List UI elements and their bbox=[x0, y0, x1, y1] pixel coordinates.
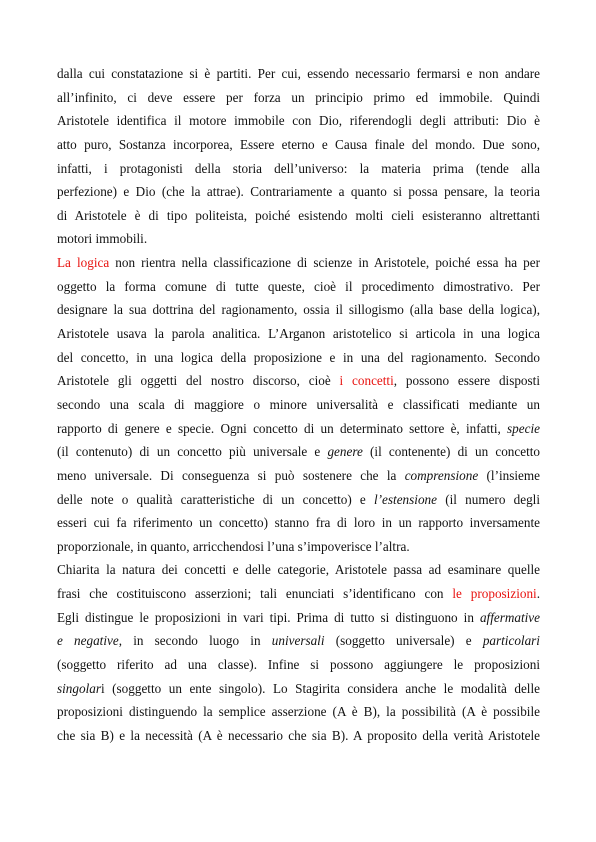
text-line bbox=[57, 417, 540, 441]
text-line bbox=[57, 700, 540, 724]
text-segment: Aristotele usava la parola analitica. L’Arganon aristotelico si articola in una logica bbox=[57, 326, 540, 342]
text-line bbox=[57, 204, 540, 228]
text-line bbox=[57, 653, 540, 677]
text-segment: all’infinito, ci deve essere per forza un principio primo ed immobile. Quindi bbox=[57, 89, 540, 105]
text-line bbox=[57, 322, 540, 346]
text-segment: secondo una scala di maggiore o minore universalità e classificati mediante un bbox=[57, 396, 540, 412]
text-line bbox=[57, 606, 540, 630]
text-line bbox=[57, 62, 540, 86]
text-segment: i (soggetto un ente singolo). Lo Stagirita considera anche le modalità delle bbox=[100, 680, 540, 696]
text-segment: motori immobili. bbox=[57, 231, 148, 247]
text-line bbox=[57, 180, 540, 204]
text-line bbox=[57, 535, 540, 559]
text-segment: . bbox=[536, 586, 541, 602]
text-line bbox=[57, 298, 540, 322]
text-line bbox=[57, 369, 540, 393]
text-segment: , possono essere disposti bbox=[393, 373, 540, 389]
text-line bbox=[57, 582, 540, 606]
text-line bbox=[57, 346, 540, 370]
italic-term: l’estensione bbox=[374, 491, 437, 507]
text-segment: atto puro, Sostanza incorporea, Essere eterno e Causa finale del mondo. Due sono, bbox=[57, 136, 540, 152]
text-segment: rapporto di genere e specie. Ogni concetto di un determinato settore è, infatti, bbox=[57, 420, 508, 436]
text-line bbox=[57, 440, 540, 464]
text-segment: oggetto la forma comune di tutte queste, cioè il procedimento dimostrativo. Per bbox=[57, 278, 540, 294]
italic-term: e negative bbox=[57, 633, 119, 649]
text-segment: Aristotele gli oggetti del nostro discorso, cioè bbox=[57, 373, 340, 389]
text-line bbox=[57, 629, 540, 653]
text-segment: infatti, i protagonisti della storia dell’universo: la materia prima (tende alla bbox=[57, 160, 540, 176]
text-line bbox=[57, 488, 540, 512]
text-line bbox=[57, 511, 540, 535]
text-segment: (soggetto universale) e bbox=[324, 633, 483, 649]
text-segment: esseri cui fa riferimento un concetto) stanno fra di loro in un rapporto inversamente bbox=[57, 515, 540, 531]
italic-term: comprensione bbox=[404, 467, 479, 483]
text-segment: perfezione) e Dio (che la attrae). Contrariamente a quanto si possa pensare, la teoria bbox=[57, 184, 540, 200]
text-line bbox=[57, 251, 540, 275]
text-segment: (il contenente) di un concetto bbox=[362, 444, 541, 460]
highlighted-term: La logica bbox=[57, 255, 110, 271]
italic-term: particolari bbox=[482, 633, 540, 649]
italic-term: genere bbox=[327, 444, 363, 460]
text-segment: frasi che costituiscono asserzioni; tali enunciati s’identificano con bbox=[57, 586, 453, 602]
italic-term: affermative bbox=[479, 609, 540, 625]
text-line bbox=[57, 157, 540, 181]
text-line bbox=[57, 275, 540, 299]
highlighted-term: le proposizioni bbox=[452, 586, 537, 602]
text-line bbox=[57, 393, 540, 417]
text-line bbox=[57, 677, 540, 701]
text-segment: proporzionale, in quanto, arricchendosi l’una s’impoverisce l’altra. bbox=[57, 538, 410, 554]
text-segment: (l’insieme bbox=[478, 467, 540, 483]
highlighted-term: i concetti bbox=[339, 373, 394, 389]
text-segment: delle note o qualità caratteristiche di un concetto) e bbox=[57, 491, 374, 507]
text-segment: (soggetto riferito ad una classe). Infine si possono aggiungere le proposizioni bbox=[57, 657, 540, 673]
document-page bbox=[57, 62, 540, 748]
italic-term: universali bbox=[271, 633, 325, 649]
text-line bbox=[57, 558, 540, 582]
text-line bbox=[57, 133, 540, 157]
text-line bbox=[57, 86, 540, 110]
text-segment: , in secondo luogo in bbox=[118, 633, 272, 649]
text-segment: dalla cui constatazione si è partiti. Per cui, essendo necessario fermarsi e non andare bbox=[57, 66, 540, 81]
text-segment: di Aristotele è di tipo politeista, poiché esistendo molti cieli esisteranno altrettanti bbox=[57, 207, 540, 223]
text-segment: Aristotele identifica il motore immobile con Dio, riferendogli degli attributi: Dio è bbox=[57, 113, 540, 129]
text-line bbox=[57, 724, 540, 748]
text-line bbox=[57, 109, 540, 133]
text-segment: non rientra nella classificazione di scienze in Aristotele, poiché essa ha per bbox=[109, 255, 540, 271]
text-segment: Egli distingue le proposizioni in vari tipi. Prima di tutto si distinguono in bbox=[57, 609, 480, 625]
italic-term: singolar bbox=[57, 680, 101, 696]
italic-term: specie bbox=[507, 420, 540, 436]
text-segment: (il contenuto) di un concetto più universale e bbox=[57, 444, 328, 460]
text-segment: designare la sua dottrina del ragionamento, ossia il sillogismo (alla base della logica), bbox=[57, 302, 540, 318]
text-segment: del concetto, in una logica della proposizione e in una del ragionamento. Secondo bbox=[57, 349, 540, 365]
text-segment: proposizioni distinguendo la semplice asserzione (A è B), la possibilità (A è possibile bbox=[57, 704, 540, 720]
text-segment: meno universale. Di conseguenza si può sostenere che la bbox=[57, 467, 405, 483]
text-line bbox=[57, 464, 540, 488]
text-segment: che sia B) e la necessità (A è necessario che sia B). A proposito della verità Aristotele bbox=[57, 727, 540, 743]
text-segment: (il numero degli bbox=[437, 491, 540, 507]
text-line bbox=[57, 227, 540, 251]
text-segment: Chiarita la natura dei concetti e delle categorie, Aristotele passa ad esaminare quelle bbox=[57, 562, 540, 578]
